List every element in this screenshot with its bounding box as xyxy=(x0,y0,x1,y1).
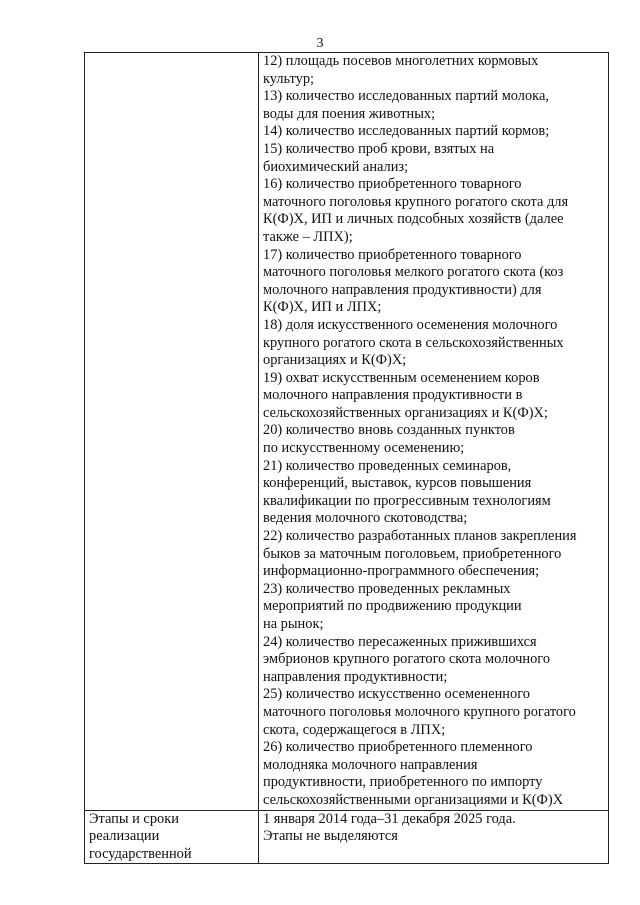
stages-label: Этапы и сроки реализации государственной xyxy=(85,810,259,864)
indicator-12: 12) площадь посевов многолетних кормовых культур; xyxy=(263,53,539,87)
indicator-18: 18) доля искусственного осеменения молочного крупного рогатого скота в сельскохозяйственных организациях и К(Ф)Х; xyxy=(263,316,564,369)
indicators-cell xyxy=(259,53,609,811)
indicator-23: 23) количество проведенных рекламных мероприятий по продвижению продукции на рынок; xyxy=(263,580,522,632)
program-passport-table xyxy=(84,52,609,864)
indicator-26: 26) количество приобретенного племенного молодняка молочного направления продуктивности, приобретенного по импорту сельскохозяйственными организациями и К(Ф)Х xyxy=(263,739,564,808)
table-row-indicators xyxy=(85,53,609,811)
stages-value-cell xyxy=(259,810,609,864)
indicator-19: 19) охват искусственным осеменением коров молочного направления продуктивности в сельскохозяйственных организациях и К(Ф)Х; xyxy=(263,369,548,421)
indicator-25: 25) количество искусственно осемененного маточного поголовья молочного крупного рогатого скота, содержащегося в ЛПХ; xyxy=(263,686,576,738)
indicator-24: 24) количество пересаженных прижившихся эмбрионов крупного рогатого скота молочного направления продуктивности; xyxy=(263,633,551,685)
indicator-13: 13) количество исследованных партий молока, воды для поения животных; xyxy=(263,88,549,122)
table-row-stages xyxy=(85,810,609,864)
stages-note: Этапы не выделяются xyxy=(263,828,398,845)
left-cell-empty xyxy=(85,53,259,811)
stages-period: 1 января 2014 года–31 декабря 2025 года. xyxy=(263,810,516,827)
indicator-15: 15) количество проб крови, взятых на биохимический анализ; xyxy=(263,140,495,175)
indicator-16: 16) количество приобретенного товарного маточного поголовья крупного рогатого скота для К(Ф)Х, ИП и личных подсобных хозяйств (далее также – ЛПХ); xyxy=(263,176,569,245)
indicator-21: 21) количество проведенных семинаров, конференций, выставок, курсов повышения квалификации по прогрессивным технологиям ведения молочного скотоводства; xyxy=(263,457,551,527)
indicator-14: 14) количество исследованных партий кормов; xyxy=(263,123,550,140)
indicator-20: 20) количество вновь созданных пунктов по искусственному осеменению; xyxy=(263,422,515,457)
indicator-17: 17) количество приобретенного товарного маточного поголовья мелкого рогатого скота (коз молочного направления продуктивности) для К(Ф)Х, ИП и ЛПХ; xyxy=(263,246,564,316)
indicator-22: 22) количество разработанных планов закрепления быков за маточным поголовьем, приобретенного информационно-программного обеспечения; xyxy=(263,528,577,580)
page-number: 3 xyxy=(316,36,324,51)
